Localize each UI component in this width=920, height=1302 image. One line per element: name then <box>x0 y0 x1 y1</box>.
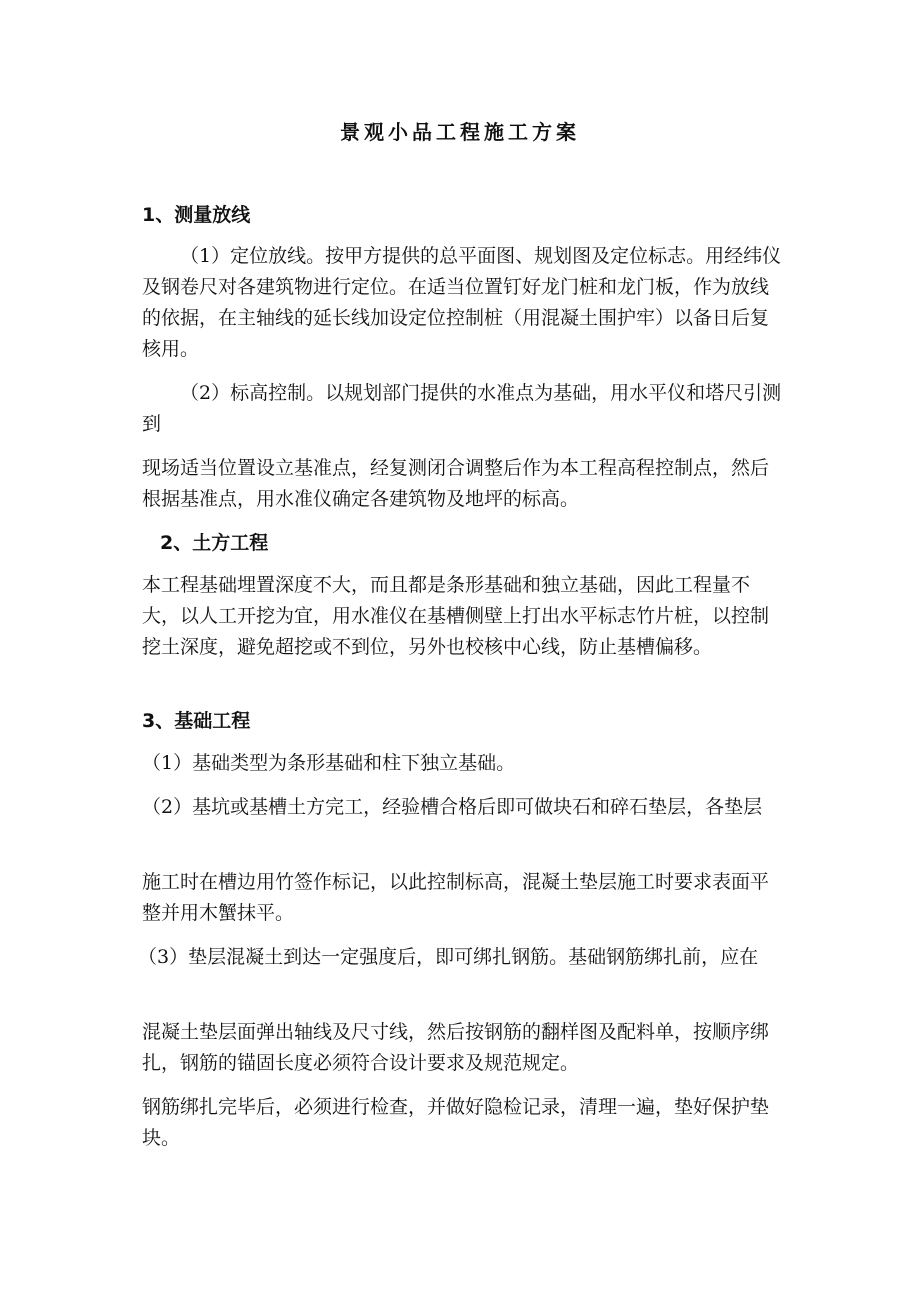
paragraph-2-1: 本工程基础埋置深度不大，而且都是条形基础和独立基础，因此工程量不大，以人工开挖为宜，用水准仪在基槽侧壁上打出水平标志竹片桩，以控制挖土深度，避免超挖或不到位，另外也校核中心线，防止基槽偏移。 <box>142 574 770 658</box>
section-heading-3: 3、基础工程 <box>142 710 251 732</box>
paragraph-1-1: （1）定位放线。按甲方提供的总平面图、规划图及定位标志。用经纬仪及钢卷尺对各建筑物进行定位。在适当位置钉好龙门桩和龙门板，作为放线的依据，在主轴线的延长线加设定位控制桩（用混凝土围护牢）以备日后复核用。 <box>142 245 782 360</box>
paragraph-3-1: （1）基础类型为条形基础和柱下独立基础。 <box>142 752 516 774</box>
paragraph-3-3: 施工时在槽边用竹签作标记，以此控制标高，混凝土垫层施工时要求表面平整并用木蟹抹平。 <box>142 871 770 924</box>
section-heading-2: 2、土方工程 <box>160 532 269 554</box>
paragraph-3-5: 混凝土垫层面弹出轴线及尺寸线，然后按钢筋的翻样图及配料单，按顺序绑扎，钢筋的锚固长度必须符合设计要求及规范规定。 <box>142 1021 770 1074</box>
paragraph-1-3: 现场适当位置设立基准点，经复测闭合调整后作为本工程高程控制点，然后根据基准点，用水准仪确定各建筑物及地坪的标高。 <box>142 457 770 510</box>
paragraph-3-4: （3）垫层混凝土到达一定强度后，即可绑扎钢筋。基础钢筋绑扎前，应在 <box>138 946 759 968</box>
section-heading-1: 1、测量放线 <box>142 204 251 226</box>
paragraph-3-6: 钢筋绑扎完毕后，必须进行检查，并做好隐检记录，清理一遍，垫好保护垫块。 <box>142 1096 770 1149</box>
paragraph-3-2: （2）基坑或基槽土方完工，经验槽合格后即可做块石和碎石垫层，各垫层 <box>142 796 763 818</box>
paragraph-1-2: （2）标高控制。以规划部门提供的水准点为基础，用水平仪和塔尺引测到 <box>142 382 782 435</box>
document-title: 景观小品工程施工方案 <box>340 120 580 144</box>
